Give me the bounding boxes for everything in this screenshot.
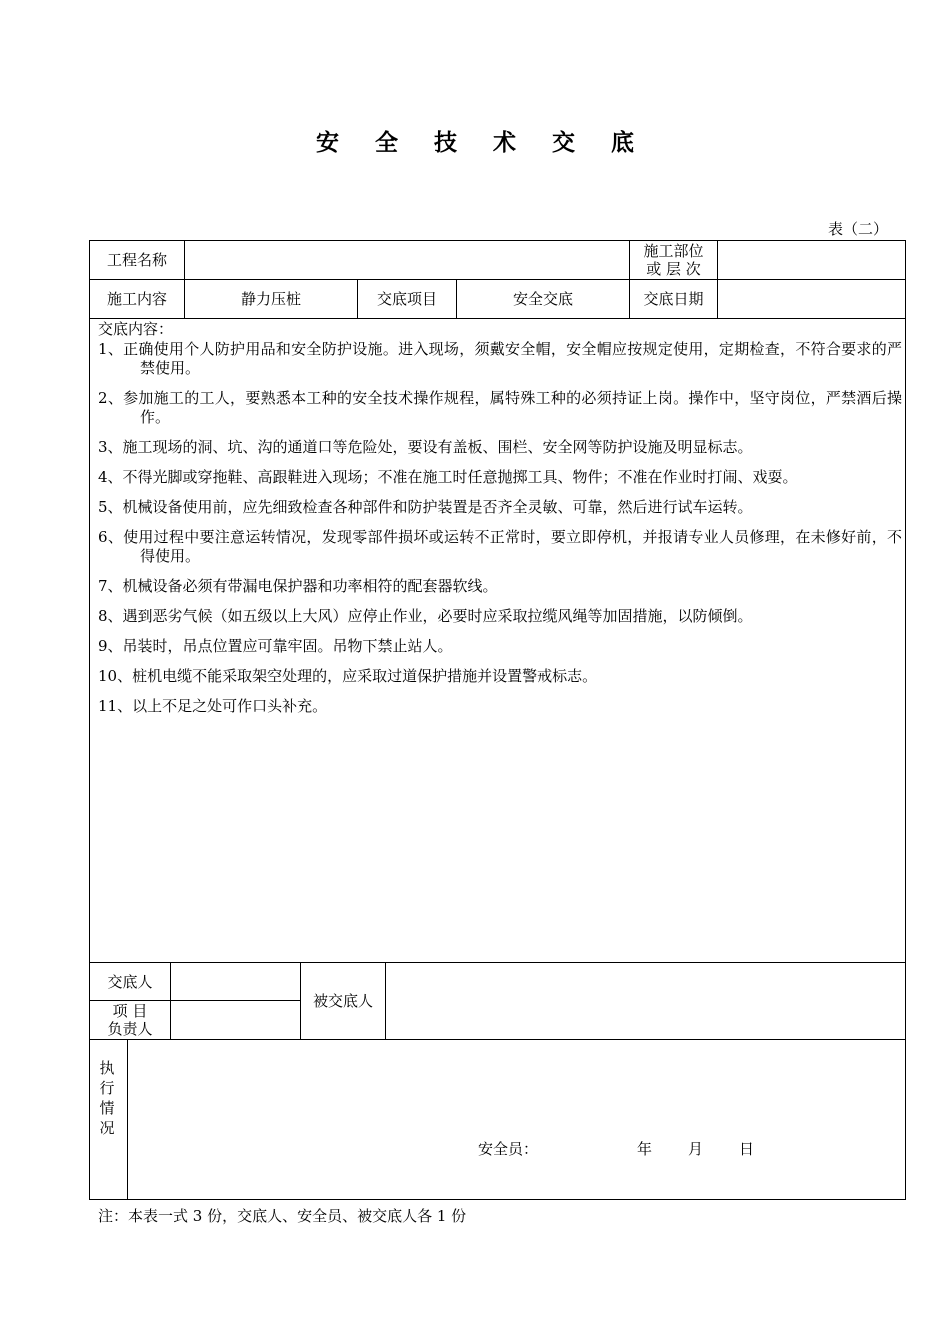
pm-field[interactable]: [171, 1001, 300, 1039]
col-divider: [127, 1039, 128, 1200]
list-item: 8、遇到恶劣气候（如五级以上大风）应停止作业，必要时应采取拉缆风绳等加固措施，以防倾倒。: [98, 607, 753, 625]
list-item: 7、机械设备必须有带漏电保护器和功率相符的配套器软线。: [98, 577, 498, 595]
item-label: 交底项目: [376, 290, 437, 308]
location-label: 施工部位 或 层 次: [643, 242, 704, 278]
list-item: 6、使用过程中要注意运转情况，发现零部件损坏或运转不正常时，要立即停机，并报请专业人员修理，在未修好前，不得使用。: [98, 528, 902, 565]
month-label: 月: [688, 1140, 704, 1158]
list-item: 5、机械设备使用前，应先细致检查各种部件和防护装置是否齐全灵敏、可靠，然后进行试车运转。: [98, 498, 753, 516]
list-item: 10、桩机电缆不能采取架空处理的，应采取过道保护措施并设置警戒标志。: [98, 667, 598, 685]
day-label: 日: [739, 1140, 755, 1158]
page-title: 安 全 技 术 交 底: [315, 129, 649, 156]
work-content-value[interactable]: 静力压桩: [240, 290, 301, 308]
table-number: 表（二）: [827, 220, 888, 238]
safety-officer-label: 安全员：: [478, 1140, 539, 1158]
project-name-label: 工程名称: [106, 251, 167, 269]
receiver-label: 被交底人: [312, 992, 373, 1010]
list-item: 4、不得光脚或穿拖鞋、高跟鞋进入现场；不准在施工时任意抛掷工具、物件；不准在作业时打闹、戏耍。: [98, 468, 798, 486]
footnote: 注：本表一式 3 份，交底人、安全员、被交底人各 1 份: [98, 1207, 467, 1225]
list-item: 11、以上不足之处可作口头补充。: [98, 697, 328, 715]
list-item: 3、施工现场的洞、坑、沟的通道口等危险处，要设有盖板、围栏、安全网等防护设施及明显标志。: [98, 438, 753, 456]
work-content-label: 施工内容: [106, 290, 167, 308]
row-divider: [89, 318, 906, 319]
content-heading: 交底内容：: [98, 320, 174, 338]
date-label: 交底日期: [643, 290, 704, 308]
discloser-field[interactable]: [171, 963, 300, 1000]
pm-label: 项 目 负责人: [107, 1002, 153, 1038]
item-value[interactable]: 安全交底: [512, 290, 573, 308]
date-field[interactable]: [718, 280, 905, 318]
list-item: 1、正确使用个人防护用品和安全防护设施。进入现场，须戴安全帽，安全帽应按规定使用，定期检查，不符合要求的严禁使用。: [98, 340, 902, 377]
list-item: 2、参加施工的工人，要熟悉本工种的安全技术操作规程，属特殊工种的必须持证上岗。操作中，坚守岗位，严禁酒后操作。: [98, 389, 902, 426]
year-label: 年: [637, 1140, 653, 1158]
execution-label: 执行情况: [99, 1059, 115, 1137]
project-name-field[interactable]: [185, 241, 629, 279]
list-item: 9、吊装时，吊点位置应可靠牢固。吊物下禁止站人。: [98, 637, 453, 655]
discloser-label: 交底人: [107, 972, 153, 991]
disclosure-content: [98, 320, 902, 727]
location-field[interactable]: [718, 241, 905, 279]
receiver-field[interactable]: [386, 963, 905, 1039]
row-divider: [89, 1039, 906, 1040]
